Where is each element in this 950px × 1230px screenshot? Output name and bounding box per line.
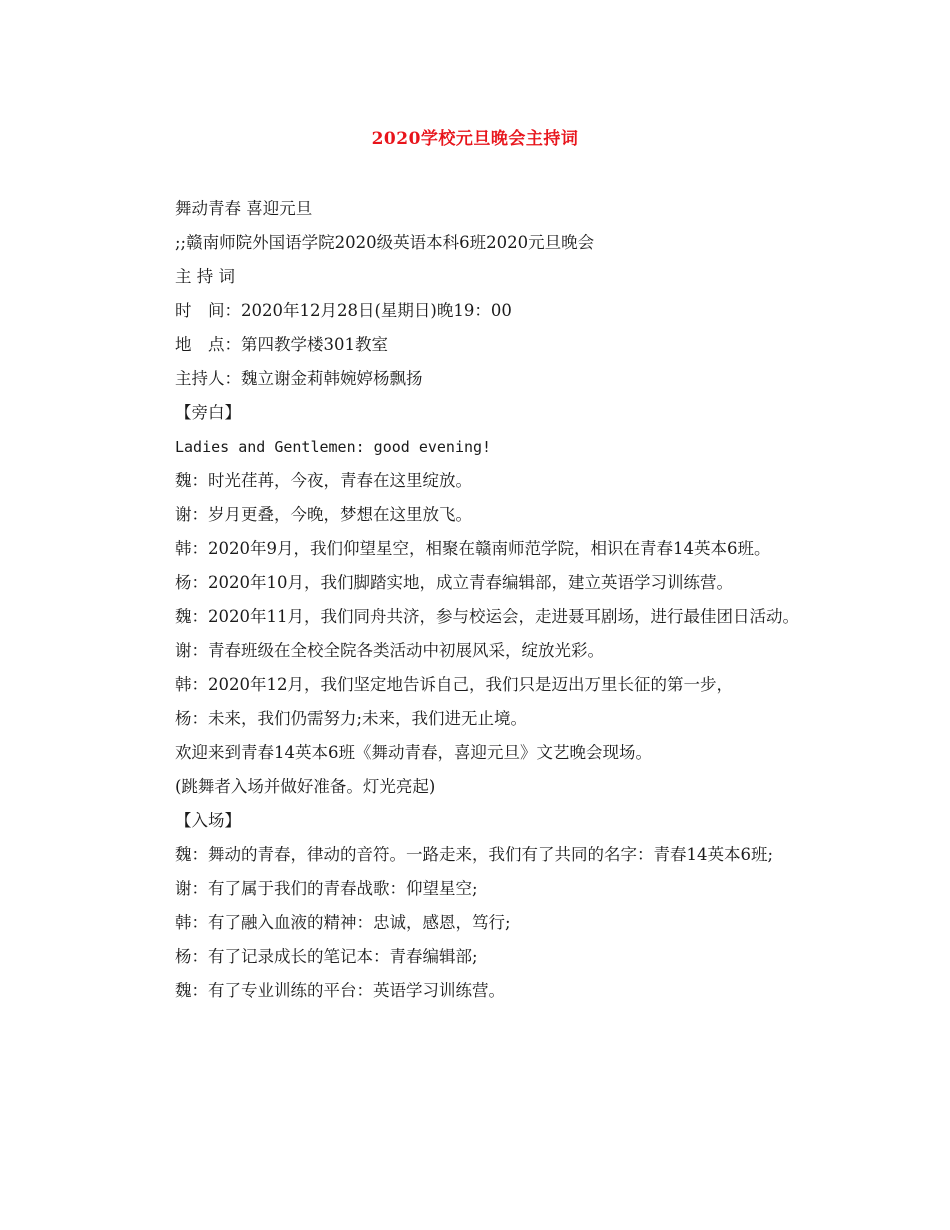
paragraph-event-name: ;;赣南师院外国语学院2020级英语本科6班2020元旦晚会	[175, 233, 595, 252]
paragraph-hosts: 主持人：魏立谢金莉韩婉婷杨飘扬	[175, 369, 423, 388]
paragraph-location: 地 点：第四教学楼301教室	[175, 335, 388, 354]
paragraph-line: 魏：舞动的青春，律动的音符。一路走来，我们有了共同的名字：青春14英本6班;	[175, 845, 774, 864]
paragraph-line: 谢：有了属于我们的青春战歌：仰望星空;	[175, 879, 478, 898]
paragraph-line: 魏：2020年11月，我们同舟共济，参与校运会，走进聂耳剧场，进行最佳团日活动。	[175, 607, 799, 626]
paragraph-line: 谢：青春班级在全校全院各类活动中初展风采，绽放光彩。	[175, 641, 604, 660]
paragraph-time: 时 间：2020年12月28日(星期日)晚19：00	[175, 301, 512, 320]
paragraph-line: 杨：2020年10月，我们脚踏实地，成立青春编辑部，建立英语学习训练营。	[175, 573, 733, 592]
paragraph-greeting: Ladies and Gentlemen: good evening!	[175, 438, 492, 456]
paragraph-line: 韩：2020年12月，我们坚定地告诉自己，我们只是迈出万里长征的第一步，	[175, 675, 733, 694]
paragraph-theme: 舞动青春 喜迎元旦	[175, 199, 313, 218]
paragraph-stage-direction: (跳舞者入场并做好准备。灯光亮起)	[175, 777, 436, 796]
document-title: 2020学校元旦晚会主持词	[371, 129, 579, 149]
paragraph-line: 杨：未来，我们仍需努力;未来，我们进无止境。	[175, 709, 528, 728]
paragraph-line: 谢：岁月更叠，今晚，梦想在这里放飞。	[175, 505, 472, 524]
paragraph-line: 杨：有了记录成长的笔记本：青春编辑部;	[175, 947, 478, 966]
paragraph-section-entrance: 【入场】	[175, 811, 241, 830]
paragraph-line: 韩：有了融入血液的精神：忠诚，感恩，笃行;	[175, 913, 511, 932]
paragraph-section-narration: 【旁白】	[175, 403, 241, 422]
paragraph-line: 魏：时光荏苒，今夜，青春在这里绽放。	[175, 471, 472, 490]
paragraph-heading: 主 持 词	[175, 267, 235, 286]
paragraph-line: 魏：有了专业训练的平台：英语学习训练营。	[175, 981, 505, 1000]
document-body	[140, 192, 816, 1008]
paragraph-line: 韩：2020年9月，我们仰望星空，相聚在赣南师范学院，相识在青春14英本6班。	[175, 539, 771, 558]
paragraph-line: 欢迎来到青春14英本6班《舞动青春，喜迎元旦》文艺晚会现场。	[175, 743, 652, 762]
